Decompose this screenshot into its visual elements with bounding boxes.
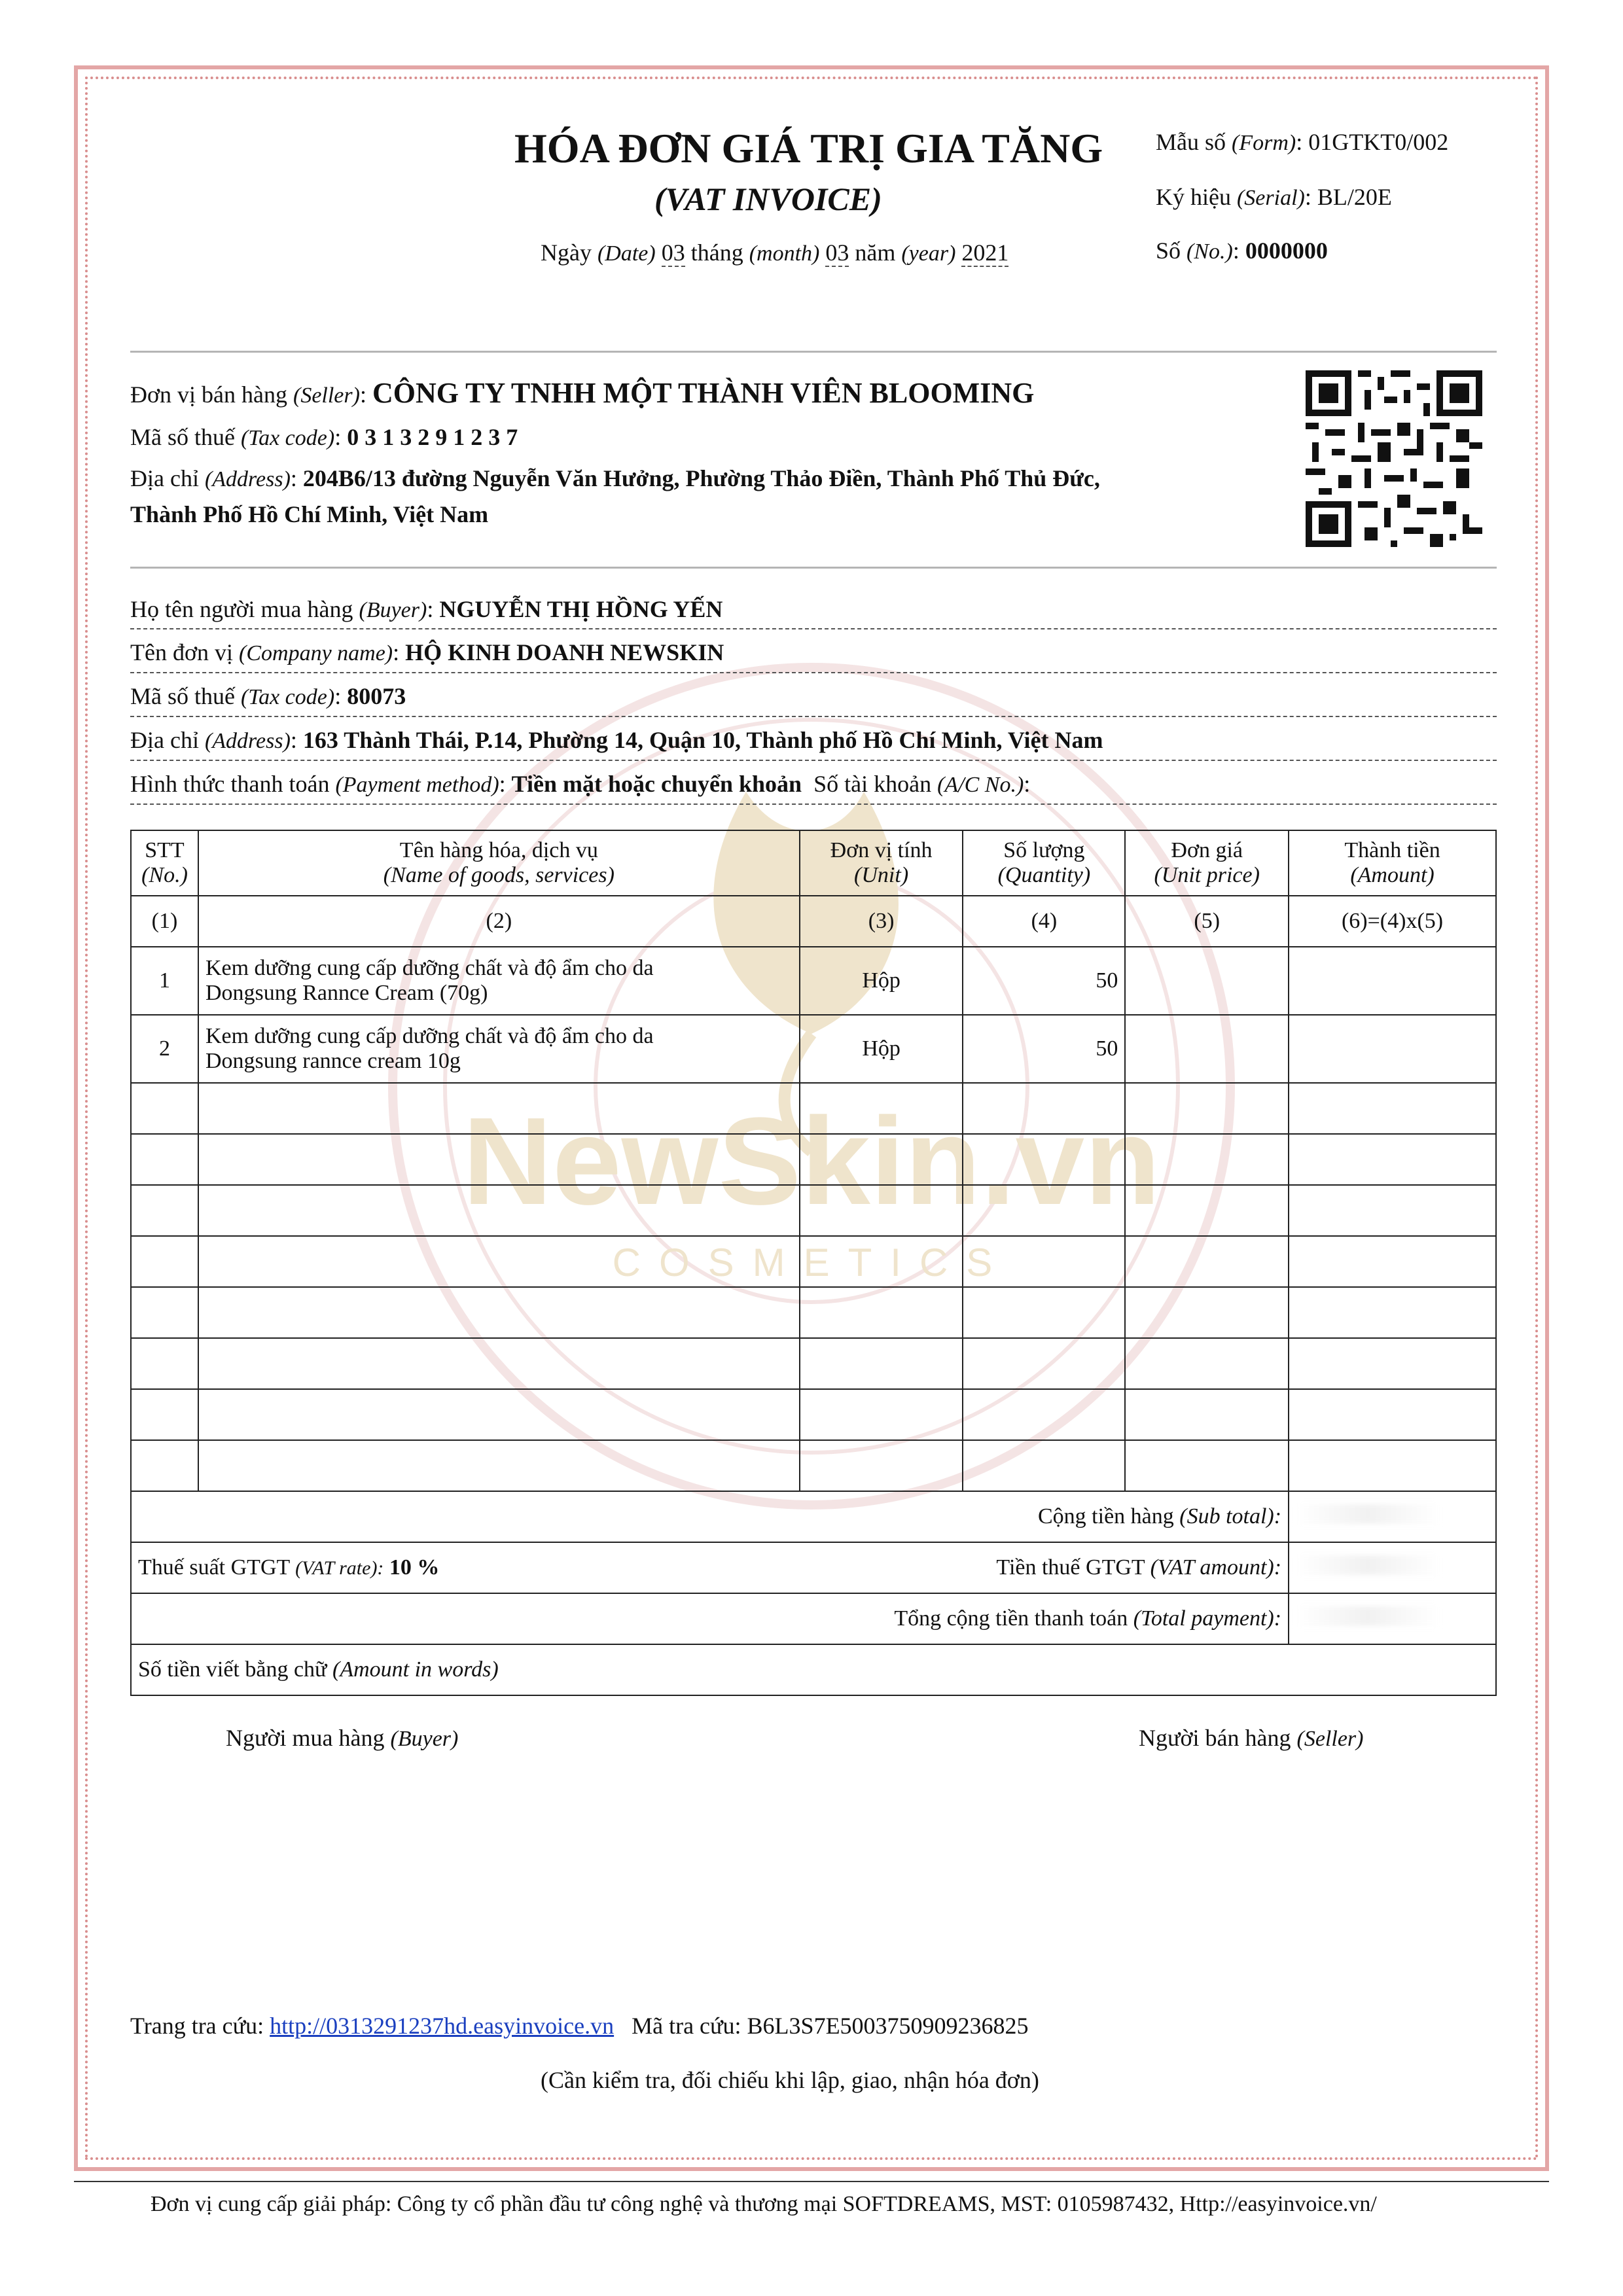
header-no: STT (No.) <box>131 830 198 896</box>
buyer-dash-3 <box>130 716 1497 717</box>
header-name: Tên hàng hóa, dịch vụ (Name of goods, services) <box>198 830 800 896</box>
item-name: Kem dưỡng cung cấp dưỡng chất và độ ẩm cho da Dongsung Rannce Cream (70g) <box>198 947 800 1015</box>
year-label-en: (year) <box>901 241 956 266</box>
table-row-empty <box>131 1287 1496 1338</box>
table-row-empty <box>131 1185 1496 1236</box>
buyer-tax-code: 80073 <box>347 683 406 709</box>
header-amount: Thành tiền (Amount) <box>1289 830 1496 896</box>
buyer-dash-4 <box>130 760 1497 761</box>
serial-number: Ký hiệu (Serial): BL/20E <box>1156 184 1392 210</box>
seller-address-line2: Thành Phố Hồ Chí Minh, Việt Nam <box>130 501 489 527</box>
buyer-address: 163 Thành Thái, P.14, Phường 14, Quận 10, Thành phố Hồ Chí Minh, Việt Nam <box>302 727 1103 753</box>
header-quantity: Số lượng (Quantity) <box>963 830 1125 896</box>
date-line <box>541 239 1008 266</box>
table-row-empty <box>131 1134 1496 1185</box>
buyer-company: HỘ KINH DOANH NEWSKIN <box>405 639 724 665</box>
form-number: Mẫu số (Form): 01GTKT0/002 <box>1156 129 1449 155</box>
subtotal-row <box>131 1491 1496 1542</box>
lookup-line: Trang tra cứu: http://0313291237hd.easyinvoice.vn Mã tra cứu: B6L3S7E5003750909236825 <box>130 2013 1029 2039</box>
total-value <box>1289 1593 1496 1644</box>
vat-amount-value <box>1289 1542 1496 1593</box>
buyer-tax-line: Mã số thuế (Tax code): 80073 <box>130 683 406 709</box>
buyer-dash-2 <box>130 672 1497 673</box>
buyer-name-line: Họ tên người mua hàng (Buyer): NGUYỄN THỊ HỒNG YẾN <box>130 596 723 622</box>
date-label-en: (Date) <box>597 241 656 266</box>
date-day: 03 <box>661 239 685 266</box>
items-table <box>130 830 1497 1696</box>
amount-in-words: Số tiền viết bằng chữ (Amount in words) <box>131 1644 1496 1695</box>
seller-address-line: Địa chỉ (Address): 204B6/13 đường Nguyễn Văn Hưởng, Phường Thảo Điền, Thành Phố Thủ Đức, <box>130 465 1100 491</box>
table-row-empty <box>131 1236 1496 1287</box>
date-month: 03 <box>825 239 849 266</box>
buyer-dash-5 <box>130 804 1497 805</box>
footer-divider <box>74 2181 1549 2182</box>
verification-note: (Cần kiểm tra, đối chiếu khi lập, giao, nhận hóa đơn) <box>541 2067 1039 2093</box>
vat-rate-cell: Thuế suất GTGT (VAT rate): 10 % <box>131 1542 963 1593</box>
buyer-address-line: Địa chỉ (Address): 163 Thành Thái, P.14, Phường 14, Quận 10, Thành phố Hồ Chí Minh, Việt Nam <box>130 727 1103 753</box>
seller-divider <box>130 567 1497 569</box>
total-label: Tổng cộng tiền thanh toán (Total payment): <box>131 1593 1289 1644</box>
item-name: Kem dưỡng cung cấp dưỡng chất và độ ẩm cho da Dongsung rannce cream 10g <box>198 1015 800 1083</box>
table-row-empty <box>131 1338 1496 1389</box>
vat-amount-label: Tiền thuế GTGT (VAT amount): <box>963 1542 1289 1593</box>
buyer-dash-1 <box>130 628 1497 629</box>
lookup-url-link[interactable]: http://0313291237hd.easyinvoice.vn <box>270 2013 615 2039</box>
words-row <box>131 1644 1496 1695</box>
date-label: Ngày <box>541 239 592 266</box>
buyer-signature-label: Người mua hàng (Buyer) <box>226 1725 459 1751</box>
payment-line: Hình thức thanh toán (Payment method): Tiền mặt hoặc chuyển khoản Số tài khoản (A/C No.): <box>130 771 1031 797</box>
subtotal-label: Cộng tiền hàng (Sub total): <box>131 1491 1289 1542</box>
table-row-empty <box>131 1440 1496 1491</box>
seller-tax-line: Mã số thuế (Tax code): 0 3 1 3 2 9 1 2 3 7 <box>130 424 518 450</box>
seller-name-line: Đơn vị bán hàng (Seller): CÔNG TY TNHH MỘT THÀNH VIÊN BLOOMING <box>130 377 1035 409</box>
table-index-row: (1) (2) (3) (4) (5) (6)=(4)x(5) <box>131 896 1496 947</box>
header-unit: Đơn vị tính (Unit) <box>800 830 963 896</box>
table-row: 1 Kem dưỡng cung cấp dưỡng chất và độ ẩm cho da Dongsung Rannce Cream (70g) Hộp 50 <box>131 947 1496 1015</box>
month-label: tháng <box>690 239 743 266</box>
invoice-number: Số (No.): 0000000 <box>1156 238 1328 264</box>
seller-tax-code: 0 3 1 3 2 9 1 2 3 7 <box>347 424 518 450</box>
seller-signature-label: Người bán hàng (Seller) <box>1139 1725 1364 1751</box>
month-label-en: (month) <box>749 241 820 266</box>
buyer-name: NGUYỄN THỊ HỒNG YẾN <box>439 596 723 622</box>
buyer-company-line: Tên đơn vị (Company name): HỘ KINH DOANH NEWSKIN <box>130 639 724 665</box>
total-row <box>131 1593 1496 1644</box>
vat-row <box>131 1542 1496 1593</box>
vat-rate: 10 % <box>389 1555 440 1580</box>
invoice-subtitle: (VAT INVOICE) <box>654 181 882 217</box>
table-row-empty <box>131 1389 1496 1440</box>
table-row: 2 Kem dưỡng cung cấp dưỡng chất và độ ẩm cho da Dongsung rannce cream 10g Hộp 50 <box>131 1015 1496 1083</box>
payment-method: Tiền mặt hoặc chuyển khoản <box>511 771 802 797</box>
table-header-row <box>131 830 1496 896</box>
header-divider <box>130 351 1497 353</box>
subtotal-value <box>1289 1491 1496 1542</box>
invoice-title: HÓA ĐƠN GIÁ TRỊ GIA TĂNG <box>514 125 1103 171</box>
year-label: năm <box>855 239 896 266</box>
lookup-code: B6L3S7E5003750909236825 <box>747 2013 1029 2039</box>
provider-footer: Đơn vị cung cấp giải pháp: Công ty cổ phần đầu tư công nghệ và thương mại SOFTDREAMS, MST: 0105987432, Http://easyinvoice.vn/ <box>151 2192 1377 2216</box>
seller-name: CÔNG TY TNHH MỘT THÀNH VIÊN BLOOMING <box>372 377 1035 409</box>
date-year: 2021 <box>961 239 1009 266</box>
header-unit-price: Đơn giá (Unit price) <box>1125 830 1289 896</box>
watermark-tagline: COSMETICS <box>612 1241 1011 1284</box>
qr-code-icon <box>1306 370 1482 547</box>
watermark-brand: NewSkin.vn <box>462 1092 1161 1231</box>
table-row-empty <box>131 1083 1496 1134</box>
